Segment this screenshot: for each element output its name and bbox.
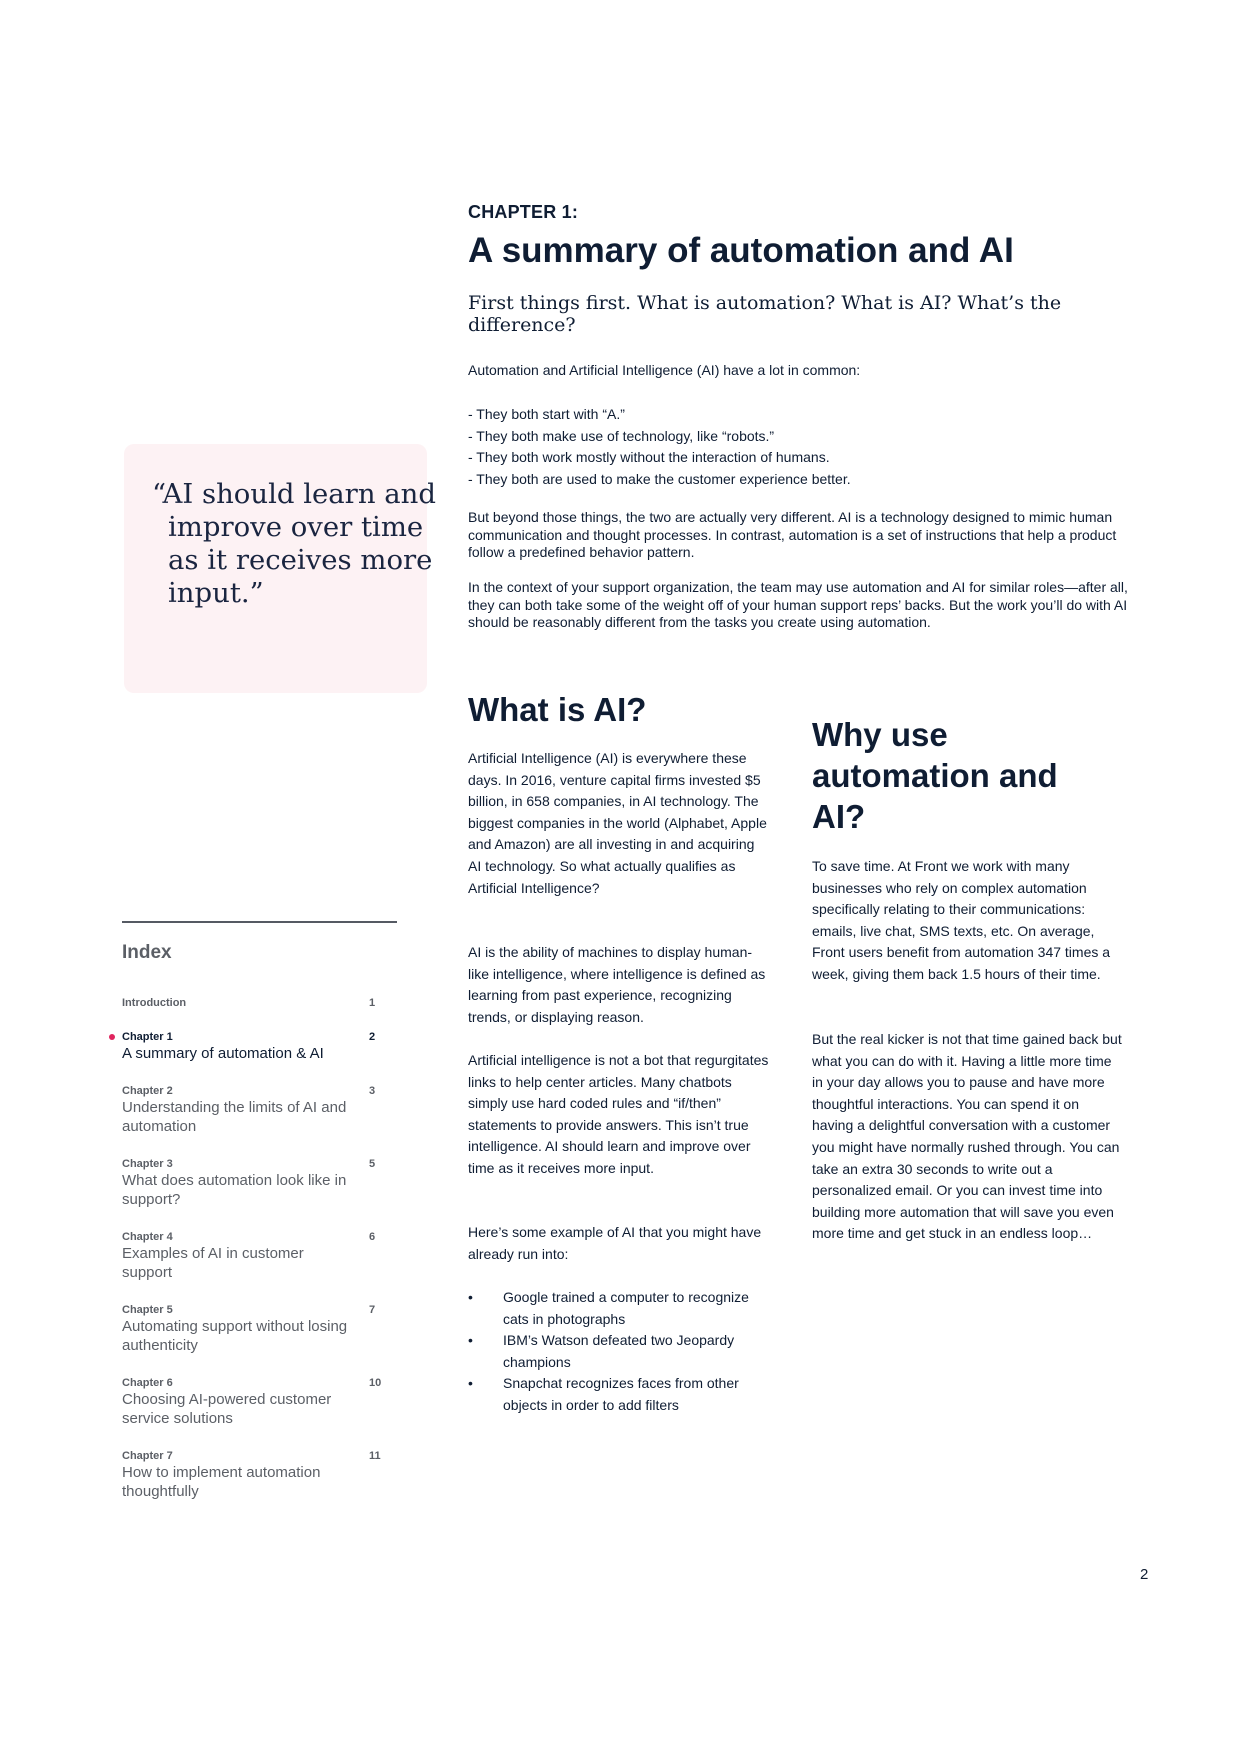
intro-paragraph: But beyond those things, the two are actually very different. AI is a technology designed to mimic human communication and thought processes. In contrast, automation is a set of instructions that help a product follow a predefined behavior pattern. bbox=[468, 509, 1117, 560]
pull-quote-box bbox=[124, 444, 436, 693]
index-item-chapter-2[interactable] bbox=[122, 1084, 392, 1137]
list-item: - They both are used to make the customer experience better. bbox=[468, 470, 851, 487]
section-paragraph: AI is the ability of machines to display human-like intelligence, where intelligence is defined as learning from past experience, recognizing trends, or displaying reason. bbox=[468, 944, 766, 1025]
ai-examples-list bbox=[468, 1287, 778, 1417]
list-item: • Google trained a computer to recognize cats in photographs bbox=[468, 1289, 749, 1327]
intro-lead: First things first. What is automation? What is AI? What’s the difference? bbox=[468, 292, 1062, 336]
chapter-title: A summary of automation and AI bbox=[468, 231, 1014, 270]
index-chapter-label: Chapter 6 bbox=[122, 1376, 173, 1389]
index-page-number: 1 bbox=[369, 997, 376, 1009]
index-chapter-label: Chapter 7 bbox=[122, 1449, 173, 1462]
index-list bbox=[122, 996, 392, 1502]
index-chapter-label: Chapter 1 bbox=[122, 1031, 173, 1043]
list-item: - They both make use of technology, like “robots.” bbox=[468, 427, 775, 444]
index-chapter-label: Chapter 3 bbox=[122, 1157, 173, 1170]
index-chapter-title: Automating support without losing authenticity bbox=[122, 1317, 348, 1354]
index-chapter-label: Chapter 2 bbox=[122, 1084, 173, 1097]
index-item-chapter-7[interactable] bbox=[122, 1449, 392, 1502]
index-chapter-title: What does automation look like in support? bbox=[122, 1171, 347, 1208]
index-page-number: 3 bbox=[369, 1084, 376, 1097]
list-item: • IBM’s Watson defeated two Jeopardy champions bbox=[468, 1332, 735, 1370]
index-item-chapter-4[interactable] bbox=[122, 1230, 392, 1283]
section-paragraph: Artificial intelligence is not a bot that regurgitates links to help center articles. Many chatbots simply use hard coded rules and “if/then” statements to provide answers. This isn’t true intelligence. AI should learn and improve over time as it receives more input. bbox=[468, 1052, 769, 1176]
list-item: - They both start with “A.” bbox=[468, 406, 625, 422]
index-chapter-label: Chapter 5 bbox=[122, 1303, 173, 1316]
index-page-number: 7 bbox=[369, 1303, 376, 1316]
section-heading-what-is-ai: What is AI? bbox=[468, 691, 647, 728]
index-chapter-title: How to implement automation thoughtfully bbox=[122, 1463, 321, 1500]
index-chapter-label: Chapter 4 bbox=[122, 1230, 173, 1243]
index-divider bbox=[122, 921, 397, 923]
index-item-chapter-3[interactable] bbox=[122, 1157, 392, 1210]
bullet-icon: • bbox=[468, 1332, 473, 1349]
index-chapter-title: Choosing AI-powered customer service solutions bbox=[122, 1390, 332, 1427]
index-page-number: 5 bbox=[369, 1157, 376, 1170]
bullet-icon: • bbox=[468, 1375, 473, 1392]
page-number: 2 bbox=[1140, 1566, 1149, 1583]
intro-paragraph: In the context of your support organization, the team may use automation and AI for similar roles—after all, they can both take some of the weight off of your human support reps’ backs. But the work you’ll do with AI should be reasonably different from the tasks you create using automation. bbox=[468, 579, 1128, 630]
index-item-introduction[interactable] bbox=[122, 996, 392, 1010]
section-paragraph: But the real kicker is not that time gained back but what you can do with it. Having a little more time in your day allows you to pause and have more thoughtful interactions. You can spend it on having a delightful conversation with a customer you might have normally rushed through. You can take an extra 30 seconds to write out a personalized email. Or you can invest time into building more automation that will save you even more time and get stuck in an endless loop… bbox=[812, 1031, 1122, 1242]
index-page-number: 10 bbox=[369, 1376, 382, 1389]
section-paragraph: Artificial Intelligence (AI) is everywhere these days. In 2016, venture capital firms invested $5 billion, in 658 companies, in AI technology. The biggest companies in the world (Alphabet, Apple and Amazon) are all investing in and acquiring AI technology. So what actually qualifies as Artificial Intelligence? bbox=[468, 750, 767, 896]
intro-paragraph: Automation and Artificial Intelligence (AI) have a lot in common: bbox=[468, 362, 861, 378]
list-item: - They both work mostly without the interaction of humans. bbox=[468, 449, 830, 465]
list-item: • Snapchat recognizes faces from other objects in order to add filters bbox=[468, 1375, 739, 1413]
index-chapter-title: A summary of automation & AI bbox=[122, 1045, 324, 1062]
pull-quote: “AI should learn and improve over time as it receives more input.” bbox=[152, 478, 436, 609]
index-item-chapter-1[interactable] bbox=[122, 1030, 392, 1064]
index-page-number: 6 bbox=[369, 1230, 376, 1243]
section-paragraph: To save time. At Front we work with many businesses who rely on complex automation specifically relating to their communications: emails, live chat, SMS texts, etc. On average, Front users benefit from automation 347 times a week, giving them back 1.5 hours of their time. bbox=[812, 858, 1111, 982]
index-item-chapter-6[interactable] bbox=[122, 1376, 392, 1429]
chapter-kicker: CHAPTER 1: bbox=[468, 202, 579, 222]
index-chapter-title: Examples of AI in customer support bbox=[122, 1244, 304, 1281]
section-paragraph: Here’s some example of AI that you might have already run into: bbox=[468, 1224, 762, 1262]
index-title: Index bbox=[122, 942, 172, 963]
bullet-icon: • bbox=[468, 1289, 473, 1305]
index-item-chapter-5[interactable] bbox=[122, 1303, 392, 1356]
index-page-number: 2 bbox=[369, 1031, 376, 1043]
index-chapter-label: Introduction bbox=[122, 997, 187, 1009]
section-heading-why-use: Why use automation and AI? bbox=[812, 716, 1058, 835]
index-page-number: 11 bbox=[369, 1449, 381, 1462]
index-chapter-title: Understanding the limits of AI and automation bbox=[122, 1098, 347, 1135]
commonality-list bbox=[468, 404, 1128, 490]
